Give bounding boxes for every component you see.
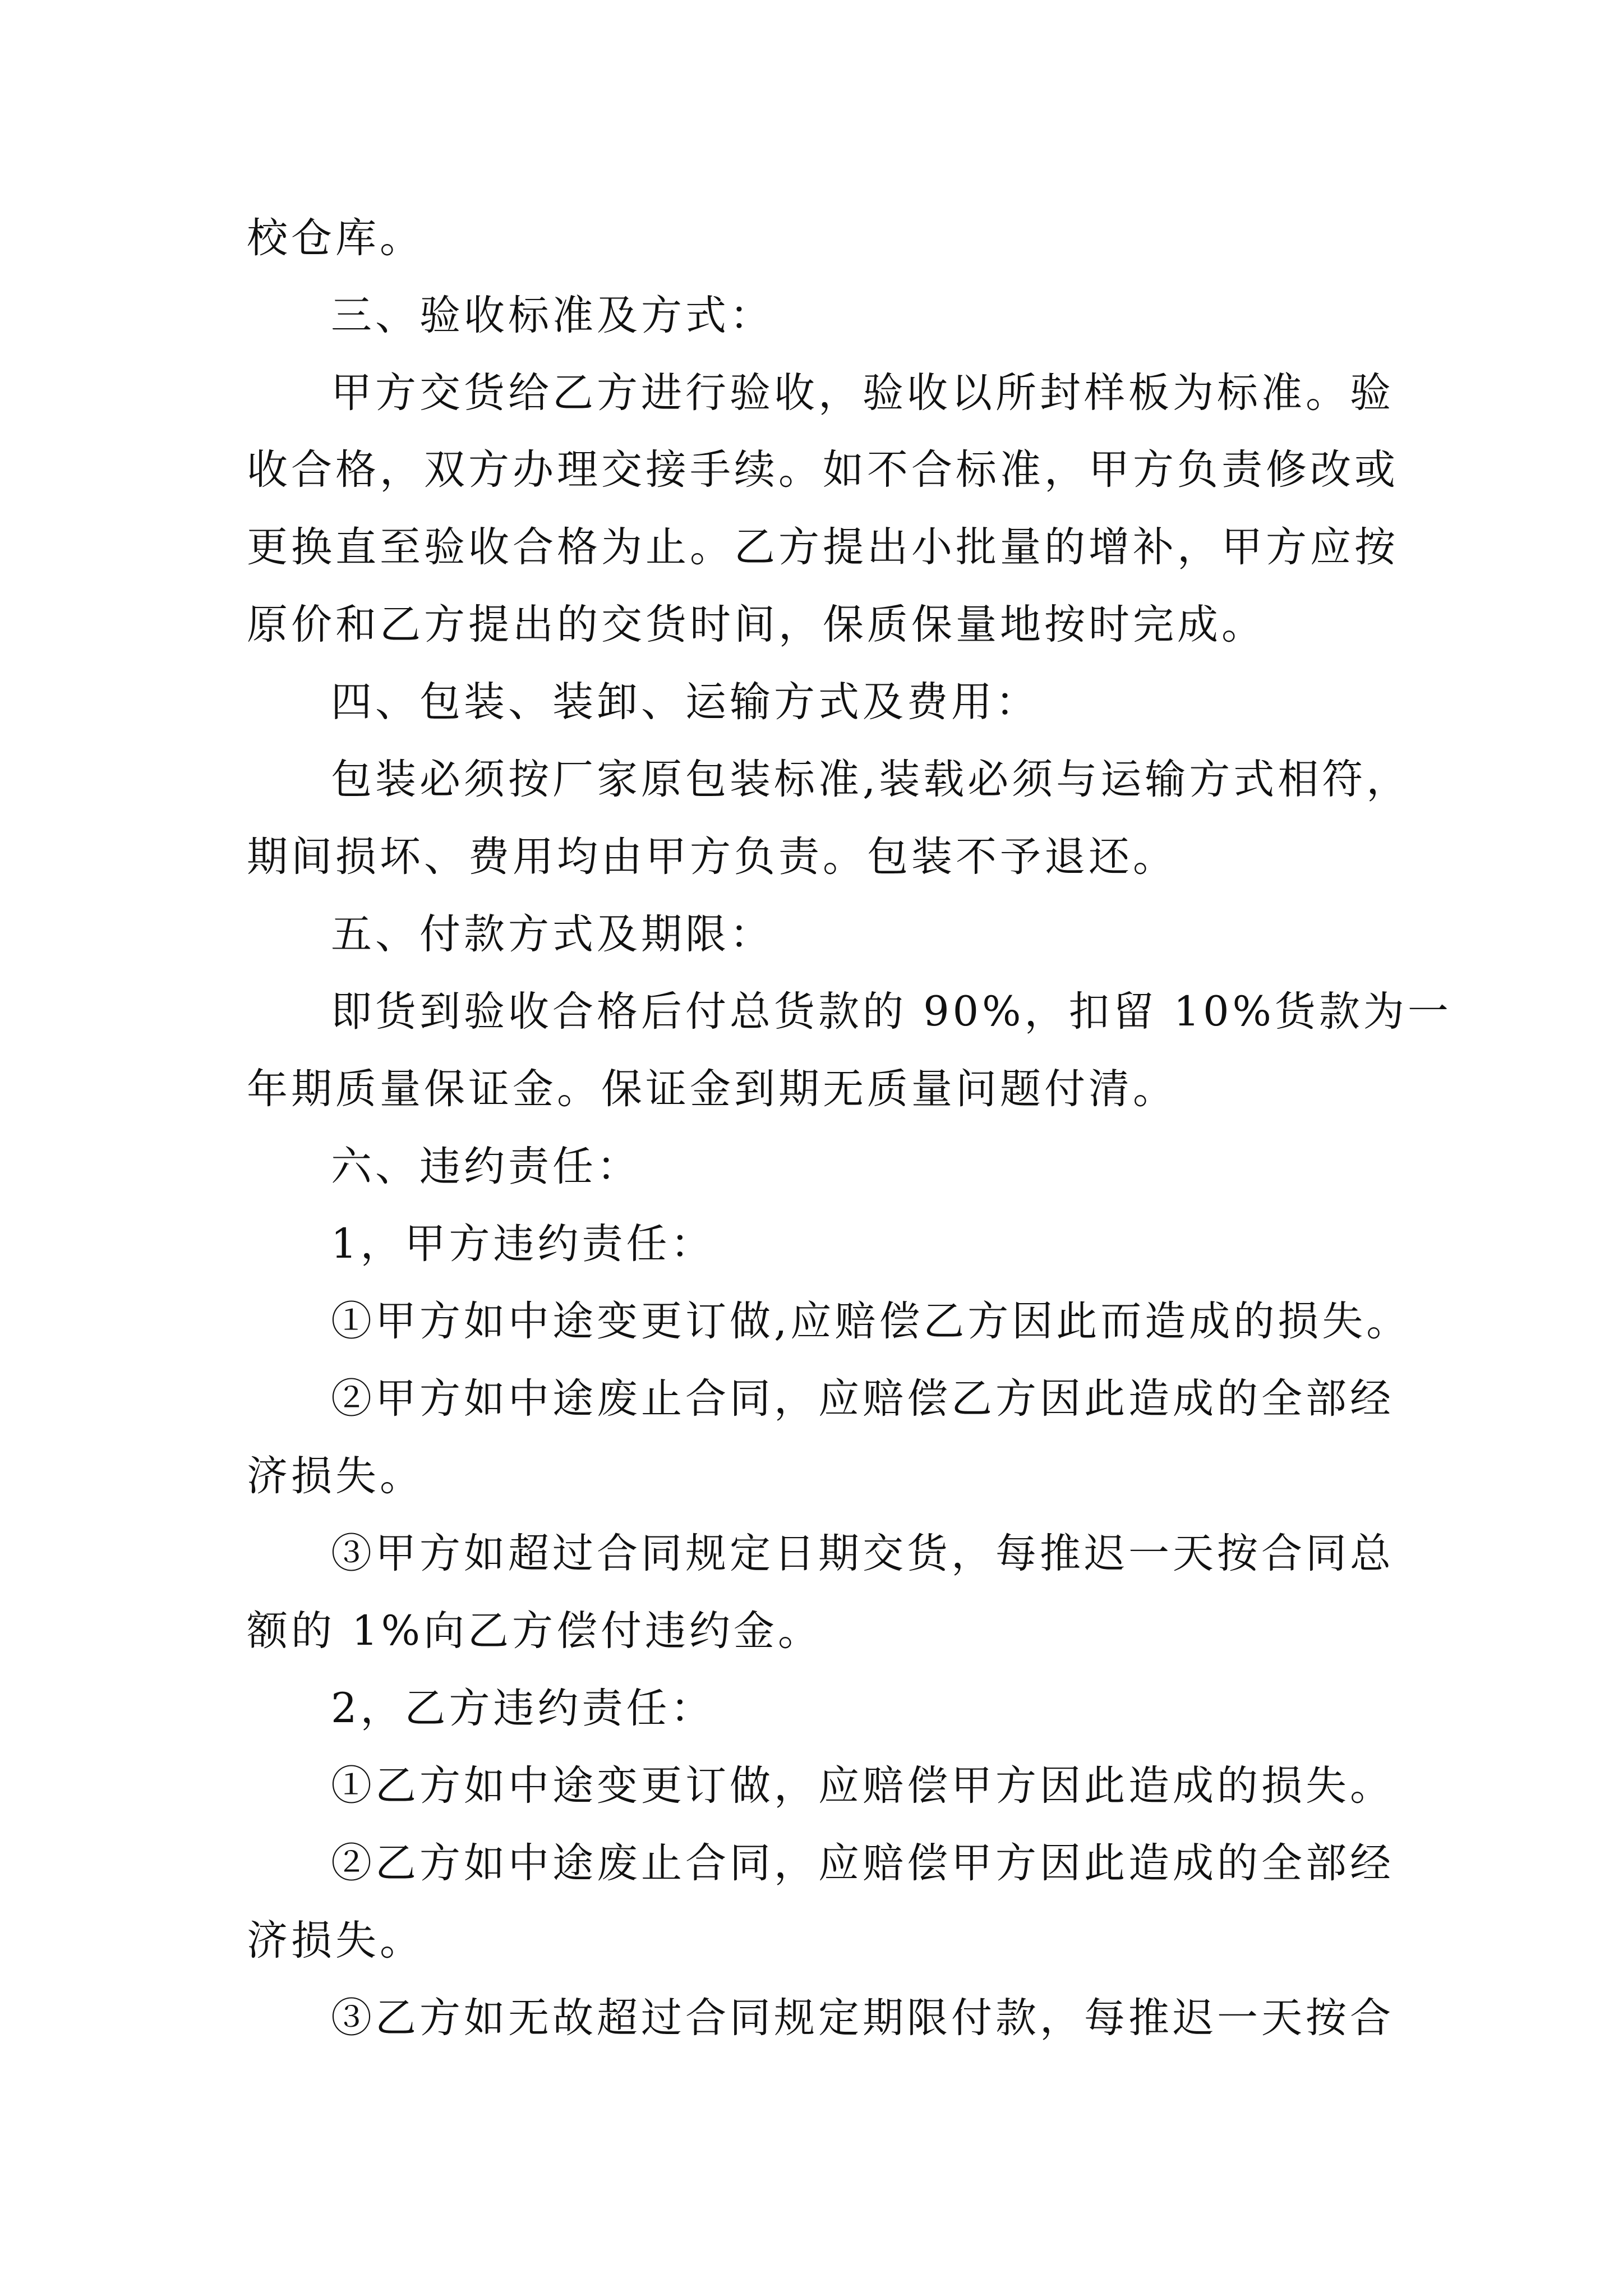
text-line: 更换直至验收合格为止。乙方提出小批量的增补，甲方应按: [247, 523, 1399, 571]
subsection-heading: 1，甲方违约责任：: [331, 1220, 715, 1268]
text-line: ①甲方如中途变更订做,应赔偿乙方因此而造成的损失。: [331, 1297, 1411, 1345]
text-line: 原价和乙方提出的交货时间，保质保量地按时完成。: [247, 601, 1266, 648]
text-line: ③乙方如无故超过合同规定期限付款，每推迟一天按合: [331, 1994, 1394, 2042]
text-line: ②甲方如中途废止合同，应赔偿乙方因此造成的全部经: [331, 1375, 1394, 1423]
text-line: ②乙方如中途废止合同，应赔偿甲方因此造成的全部经: [331, 1839, 1394, 1887]
text-line: 期间损坏、费用均由甲方负责。包装不予退还。: [247, 833, 1177, 881]
text-line: 额的 1%向乙方偿付违约金。: [247, 1607, 823, 1655]
text-line: 包装必须按厂家原包装标准,装载必须与运输方式相符，: [331, 756, 1411, 803]
text-line: 年期质量保证金。保证金到期无质量问题付清。: [247, 1065, 1177, 1113]
text-line: 甲方交货给乙方进行验收，验收以所封样板为标准。验: [331, 369, 1394, 417]
text-line: 收合格，双方办理交接手续。如不合标准，甲方负责修改或: [247, 446, 1399, 494]
section-heading: 六、违约责任：: [331, 1143, 641, 1190]
section-heading: 五、付款方式及期限：: [331, 910, 774, 958]
subsection-heading: 2，乙方违约责任：: [331, 1685, 715, 1732]
text-line: 即货到验收合格后付总货款的 90%，扣留 10%货款为一: [331, 988, 1452, 1036]
text-line: ①乙方如中途变更订做，应赔偿甲方因此造成的损失。: [331, 1762, 1394, 1810]
text-line: ③甲方如超过合同规定日期交货，每推迟一天按合同总: [331, 1530, 1394, 1577]
text-line: 校仓库。: [247, 214, 424, 262]
text-line: 济损失。: [247, 1917, 424, 1964]
section-heading: 三、验收标准及方式：: [331, 292, 774, 339]
section-heading: 四、包装、装卸、运输方式及费用：: [331, 678, 1040, 726]
text-line: 济损失。: [247, 1452, 424, 1500]
